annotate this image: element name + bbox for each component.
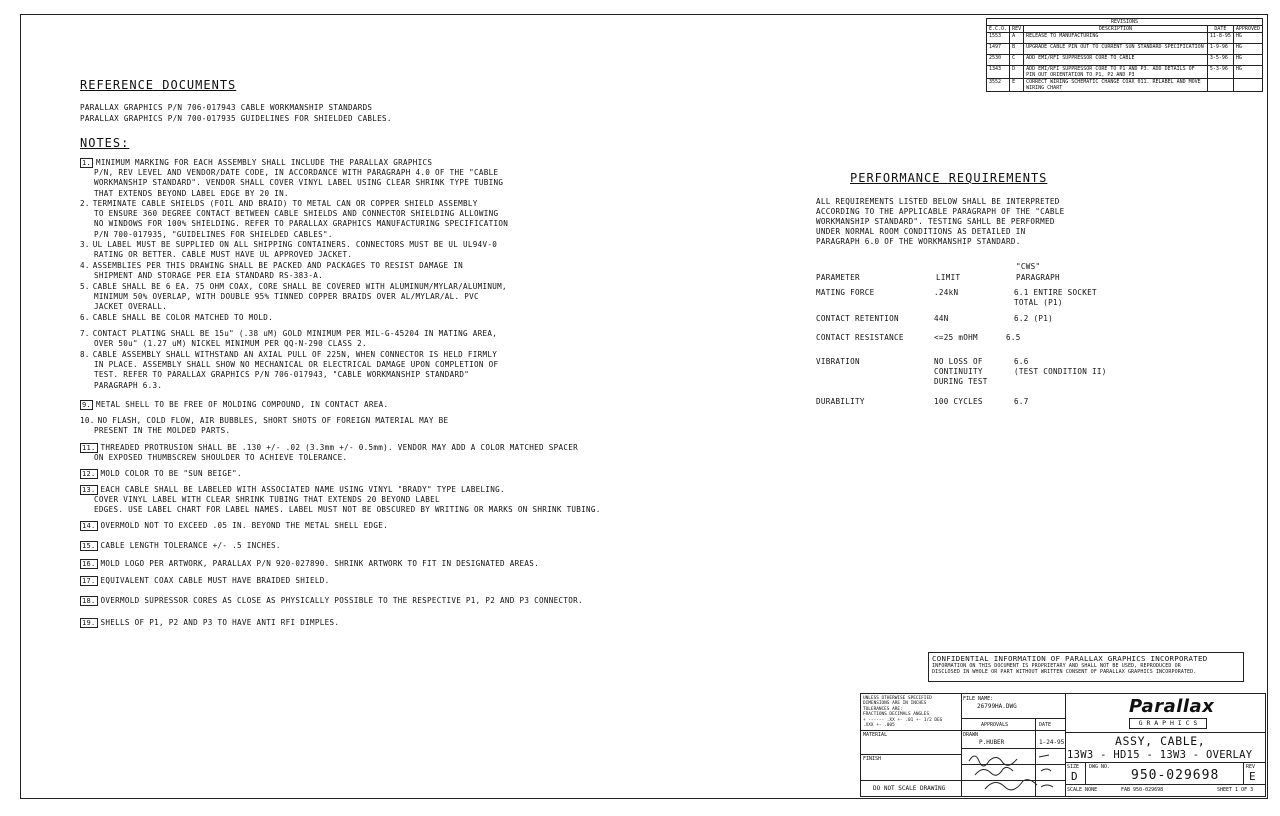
note-text: METAL SHELL TO BE FREE OF MOLDING COMPOUND, IN CONTACT AREA. (96, 400, 389, 409)
note-number: 2. (80, 199, 90, 208)
rev-label: REV (1246, 764, 1256, 770)
note-text: NO WINDOWS FOR 100% SHIELDING. REFER TO PARALLAX GRAPHICS MANUFACTURING SPECIFICATION (94, 219, 509, 229)
revision-date: 1-9-96 (1207, 44, 1233, 55)
note-line (80, 426, 448, 436)
note-line (80, 261, 463, 271)
note-item (80, 329, 497, 349)
sheet-label: SHEET 1 OF 3 (1217, 787, 1254, 793)
revision-rev: B (1010, 44, 1024, 55)
note-line (80, 158, 503, 168)
note-line (80, 350, 498, 360)
note-text: OVER 50u" (1.27 uM) NICKEL MINIMUM PER QQ-N-290 CLASS 2. (94, 339, 367, 349)
tolerance-line: UNLESS OTHERWISE SPECIFIED (863, 696, 932, 701)
notes-heading: NOTES: (80, 136, 130, 150)
note-item (80, 485, 601, 516)
note-text: COVER VINYL LABEL WITH CLEAR SHRINK TUBING THAT EXTENDS 20 BEYOND LABEL (94, 495, 440, 505)
file-name-label: FILE NAME: (963, 696, 994, 702)
note-line (80, 209, 508, 219)
row-paragraph: 6.5 (1006, 333, 1021, 342)
row-paragraph: 6.7 (1014, 397, 1029, 406)
note-line (80, 505, 601, 515)
revision-appr (1233, 79, 1262, 92)
note-line (80, 271, 463, 281)
note-item (80, 541, 281, 551)
drawing-title-line1: ASSY, CABLE, (1115, 734, 1206, 748)
size-label: SIZE (1067, 764, 1080, 770)
revisions-block (986, 18, 1263, 92)
note-item (80, 521, 388, 531)
note-line (80, 199, 508, 209)
note-line (80, 282, 507, 292)
note-line (80, 189, 503, 199)
tolerance-line: + ------ .XX +- .01 +- 1/2 DEG (863, 717, 943, 723)
note-line (80, 360, 498, 370)
note-text: SHIPMENT AND STORAGE PER EIA STANDARD RS-383-A. (94, 271, 323, 281)
note-text: EACH CABLE SHALL BE LABELED WITH ASSOCIATED NAME USING VINYL "BRADY" TYPE LABELING. (100, 485, 505, 494)
revision-row (987, 79, 1263, 92)
note-text: THREADED PROTRUSION SHALL BE .130 +/- .02 (3.3mm +/- 0.5mm). VENDOR MAY ADD A COLOR MATCHED SPACER (100, 443, 578, 452)
note-text: OVERMOLD SUPRESSOR CORES AS CLOSE AS PHYSICALLY POSSIBLE TO THE RESPECTIVE P1, P2 AND P3 CONNECTOR. (100, 596, 583, 605)
performance-heading: PERFORMANCE REQUIREMENTS (850, 171, 1048, 185)
row-parameter: MATING FORCE (816, 288, 875, 297)
note-number: 13. (82, 486, 96, 494)
note-line (80, 168, 503, 178)
note-line (80, 618, 339, 628)
revision-rev: E (1010, 79, 1024, 92)
finish-label: FINISH (863, 756, 882, 762)
note-item (80, 576, 330, 586)
revision-row (987, 55, 1263, 66)
note-line (80, 495, 601, 505)
note-number: 14. (82, 522, 96, 530)
revisions-table (986, 18, 1263, 92)
header-parameter: PARAMETER (816, 273, 860, 282)
tolerance-section (861, 694, 962, 796)
tolerance-line: DIMENSIONS ARE IN INCHES (863, 701, 927, 707)
header-limit: LIMIT (936, 273, 961, 282)
note-line (80, 178, 503, 188)
note-line (80, 240, 497, 250)
confidential-title: CONFIDENTIAL INFORMATION OF PARALLAX GRAPHICS INCORPORATED (932, 654, 1208, 663)
header-paragraph: PARAGRAPH (1016, 273, 1060, 282)
row-limit: DURING TEST (934, 377, 988, 386)
note-line (80, 416, 448, 426)
row-paragraph: 6.1 ENTIRE SOCKET (1014, 288, 1097, 297)
row-paragraph: TOTAL (P1) (1014, 298, 1063, 307)
do-not-scale: DO NOT SCALE DRAWING (873, 785, 946, 792)
drawn-name: P.HUBER (979, 739, 1005, 746)
row-parameter: CONTACT RETENTION (816, 314, 899, 323)
rev-value: E (1249, 770, 1256, 783)
note-text: RATING OR BETTER. CABLE MUST HAVE UL APPROVED JACKET. (94, 250, 353, 260)
revision-rev: A (1010, 33, 1024, 44)
note-line (80, 339, 497, 349)
note-text: SHELLS OF P1, P2 AND P3 TO HAVE ANTI RFI DIMPLES. (100, 618, 340, 627)
scale-label: SCALE NONE (1067, 787, 1098, 793)
revision-appr: HG (1233, 66, 1262, 79)
performance-intro-line: UNDER NORMAL ROOM CONDITIONS AS DETAILED IN (816, 227, 1026, 236)
revision-eco: 3552 (987, 79, 1010, 92)
drawn-label: DRAWN (963, 732, 979, 738)
confidential-line: INFORMATION ON THIS DOCUMENT IS PROPRIETARY AND SHALL NOT BE USED, REPRODUCED OR (932, 663, 1181, 669)
note-item (80, 240, 497, 260)
revision-appr: HG (1233, 44, 1262, 55)
revision-row (987, 44, 1263, 55)
note-text: ON EXPOSED THUMBSCREW SHOULDER TO ACHIEVE TOLERANCE. (94, 453, 348, 463)
row-limit: 100 CYCLES (934, 397, 983, 406)
material-label: MATERIAL (863, 732, 888, 738)
tolerance-line: TOLERANCES ARE: (863, 706, 903, 712)
parallax-logo: Parallax (1129, 696, 1215, 717)
row-paragraph: 6.6 (1014, 357, 1029, 366)
row-limit: 44N (934, 314, 949, 323)
note-line (80, 313, 273, 323)
performance-intro-line: PARAGRAPH 6.0 OF THE WORKMANSHIP STANDARD. (816, 237, 1021, 246)
date-label: DATE (1039, 722, 1052, 728)
performance-intro-line: ACCORDING TO THE APPLICABLE PARAGRAPH OF THE "CABLE (816, 207, 1065, 216)
note-text: THAT EXTENDS BEYOND LABEL EDGE BY 20 IN. (94, 188, 289, 198)
revisions-header: E.C.O. (987, 26, 1010, 33)
note-number: 9. (82, 401, 92, 409)
note-line (80, 559, 539, 569)
performance-intro-line: ALL REQUIREMENTS LISTED BELOW SHALL BE INTERPRETED (816, 197, 1060, 206)
note-text: IN PLACE. ASSEMBLY SHALL SHOW NO MECHANICAL OR ELECTRICAL DAMAGE UPON COMPLETION OF (94, 360, 499, 370)
note-number: 10. (80, 416, 95, 425)
revisions-header: APPROVED (1233, 26, 1262, 33)
note-number: 18. (82, 597, 96, 605)
note-text: MINIMUM 50% OVERLAP, WITH DOUBLE 95% TINNED COPPER BRAIDS OVER AL/MYLAR/AL. PVC (94, 292, 479, 302)
note-item (80, 313, 273, 323)
revision-eco: 1497 (987, 44, 1010, 55)
note-text: CABLE SHALL BE 6 EA. 75 OHM COAX, CORE SHALL BE COVERED WITH ALUMINUM/MYLAR/ALUMINUM, (92, 282, 507, 291)
cws-label: "CWS" (1016, 262, 1041, 271)
note-number: 12. (82, 470, 96, 478)
revision-date: 3-5-96 (1207, 55, 1233, 66)
note-number: 8. (80, 350, 90, 359)
note-number: 7. (80, 329, 90, 338)
note-line (80, 329, 497, 339)
note-line (80, 381, 498, 391)
dwg-no: 950-029698 (1131, 768, 1220, 783)
note-item (80, 618, 339, 628)
approvals-section (961, 694, 1066, 796)
title-block (860, 693, 1266, 797)
note-number: 6. (80, 313, 90, 322)
note-number: 1. (82, 159, 92, 167)
note-line (80, 250, 497, 260)
revision-appr: HG (1233, 55, 1262, 66)
note-item (80, 443, 578, 463)
revisions-header: DESCRIPTION (1024, 26, 1208, 33)
revision-date (1207, 79, 1233, 92)
tolerance-line: FRACTIONS DECIMALS ANGLES (863, 712, 930, 718)
note-number: 16. (82, 560, 96, 568)
note-line (80, 576, 330, 586)
note-item (80, 158, 503, 199)
note-line (80, 370, 498, 380)
revision-rev: C (1010, 55, 1024, 66)
drawing-title-line2: 13W3 - HD15 - 13W3 - OVERLAY (1067, 749, 1253, 761)
note-line (80, 521, 388, 531)
note-text: PARAGRAPH 6.3. (94, 380, 163, 390)
revision-eco: 1553 (987, 33, 1010, 44)
note-line (80, 596, 583, 606)
revision-desc: ADD EMI/RFI SUPPRESSOR CORE TO P1 AND P3. ADD DETAILS OF PIN OUT ORIENTATION TO P1, P2 AND P3 (1024, 66, 1208, 79)
note-text: CABLE SHALL BE COLOR MATCHED TO MOLD. (92, 313, 274, 322)
note-text: CONTACT PLATING SHALL BE 15u" (.38 uM) GOLD MINIMUM PER MIL-G-45204 IN MATING AREA, (92, 329, 498, 338)
note-text: EDGES. USE LABEL CHART FOR LABEL NAMES. LABEL MUST NOT BE OBSCURED BY WRITING OR MARKS ON SHRINK TUBING. (94, 505, 601, 515)
note-line (80, 453, 578, 463)
note-text: JACKET OVERALL. (94, 302, 168, 312)
revision-appr: HG (1233, 33, 1262, 44)
note-text: PRESENT IN THE MOLDED PARTS. (94, 426, 231, 436)
note-item (80, 596, 583, 606)
note-line (80, 230, 508, 240)
revision-desc: ADD EMI/RFI SUPPRESSOR CORE TO CABLE (1024, 55, 1208, 66)
note-line (80, 219, 508, 229)
row-paragraph: 6.2 (P1) (1014, 314, 1053, 323)
approval-signatures (965, 749, 1061, 795)
confidential-box (928, 652, 1244, 682)
revisions-title: REVISIONS (987, 19, 1263, 26)
reference-line: PARALLAX GRAPHICS P/N 700-017935 GUIDELINES FOR SHIELDED CABLES. (80, 114, 392, 123)
note-text: EQUIVALENT COAX CABLE MUST HAVE BRAIDED SHIELD. (100, 576, 330, 585)
note-item (80, 282, 507, 313)
revision-desc: UPGRADE CABLE PIN OUT TO CURRENT SUN STANDARD SPECIFICATION (1024, 44, 1208, 55)
note-number: 5. (80, 282, 90, 291)
row-parameter: CONTACT RESISTANCE (816, 333, 904, 342)
note-line (80, 485, 601, 495)
note-item (80, 416, 448, 436)
file-name: 26799HA.DWG (977, 703, 1017, 710)
tolerance-line: .XXX +- .005 (863, 723, 895, 729)
note-text: CABLE LENGTH TOLERANCE +/- .5 INCHES. (100, 541, 281, 550)
approvals-label: APPROVALS (981, 722, 1009, 728)
title-section (1065, 694, 1265, 796)
note-line (80, 443, 578, 453)
note-text: CABLE ASSEMBLY SHALL WITHSTAND AN AXIAL PULL OF 225N, WHEN CONNECTOR IS HELD FIRMLY (92, 350, 498, 359)
note-number: 4. (80, 261, 90, 270)
revision-row (987, 66, 1263, 79)
note-line (80, 400, 388, 410)
note-number: 19. (82, 619, 96, 627)
row-limit: .24kN (934, 288, 959, 297)
note-number: 17. (82, 577, 96, 585)
revisions-header: REV (1010, 26, 1024, 33)
note-text: WORKMANSHIP STANDARD". VENDOR SHALL COVER VINYL LABEL USING CLEAR SHRINK TYPE TUBING (94, 178, 504, 188)
note-text: P/N, REV LEVEL AND VENDOR/DATE CODE, IN ACCORDANCE WITH PARAGRAPH 4.0 OF THE "CABLE (94, 168, 499, 178)
fab-label: FAB 950-029698 (1121, 787, 1164, 793)
reference-line: PARALLAX GRAPHICS P/N 706-017943 CABLE WORKMANSHIP STANDARDS (80, 103, 373, 112)
revision-eco: 2530 (987, 55, 1010, 66)
revision-desc: RELEASE TO MANUFACTURING (1024, 33, 1208, 44)
revision-rev: D (1010, 66, 1024, 79)
note-text: OVERMOLD NOT TO EXCEED .05 IN. BEYOND THE METAL SHELL EDGE. (100, 521, 388, 530)
note-number: 11. (82, 444, 96, 452)
reference-heading: REFERENCE DOCUMENTS (80, 78, 237, 92)
revision-date: 11-8-95 (1207, 33, 1233, 44)
note-text: NO FLASH, COLD FLOW, AIR BUBBLES, SHORT SHOTS OF FOREIGN MATERIAL MAY BE (97, 416, 449, 425)
logo-area (1065, 694, 1265, 733)
note-item (80, 400, 388, 410)
note-number: 15. (82, 542, 96, 550)
revision-date: 5-3-96 (1207, 66, 1233, 79)
size-value: D (1071, 770, 1078, 783)
dwg-no-label: DWG NO. (1089, 764, 1111, 770)
note-text: MOLD COLOR TO BE "SUN BEIGE". (100, 469, 242, 478)
confidential-line: DISCLOSED IN WHOLE OR PART WITHOUT WRITTEN CONSENT OF PARALLAX GRAPHICS INCORPORATED. (932, 669, 1197, 675)
note-text: P/N 700-017935, "GUIDELINES FOR SHIELDED CABLES". (94, 229, 333, 239)
note-line (80, 541, 281, 551)
note-text: TO ENSURE 360 DEGREE CONTACT BETWEEN CABLE SHIELDS AND CONNECTOR SHIELDING ALLOWING (94, 209, 499, 219)
note-text: MOLD LOGO PER ARTWORK, PARALLAX P/N 920-027890. SHRINK ARTWORK TO FIT IN DESIGNATED AREAS. (100, 559, 540, 568)
note-text: ASSEMBLIES PER THIS DRAWING SHALL BE PACKED AND PACKAGES TO RESIST DAMAGE IN (92, 261, 464, 270)
note-line (80, 292, 507, 302)
note-item (80, 261, 463, 281)
revision-desc: CORRECT WIRING SCHEMATIC CHANGE COAX 011. RELABEL AND MOVE WIRING CHART (1024, 79, 1208, 92)
note-text: UL LABEL MUST BE SUPPLIED ON ALL SHIPPING CONTAINERS. CONNECTORS MUST BE UL UL94V-0 (92, 240, 498, 249)
note-line (80, 469, 242, 479)
row-limit: <=25 mOHM (934, 333, 978, 342)
row-parameter: DURABILITY (816, 397, 865, 406)
graphics-logo: G R A P H I C S (1129, 718, 1207, 729)
note-item (80, 469, 242, 479)
note-number: 3. (80, 240, 90, 249)
row-limit: CONTINUITY (934, 367, 983, 376)
note-item (80, 199, 508, 240)
note-line (80, 302, 507, 312)
note-item (80, 350, 498, 391)
note-item (80, 559, 539, 569)
row-paragraph: (TEST CONDITION II) (1014, 367, 1107, 376)
note-text: TERMINATE CABLE SHIELDS (FOIL AND BRAID) TO METAL CAN OR COPPER SHIELD ASSEMBLY (92, 199, 478, 208)
note-text: TEST. REFER TO PARALLAX GRAPHICS P/N 706-017943, "CABLE WORKMANSHIP STANDARD" (94, 370, 470, 380)
row-parameter: VIBRATION (816, 357, 860, 366)
revision-eco: 1343 (987, 66, 1010, 79)
revision-row (987, 33, 1263, 44)
revisions-header: DATE (1207, 26, 1233, 33)
performance-intro-line: WORKMANSHIP STANDARD". TESTING SAHLL BE PERFORMED (816, 217, 1055, 226)
drawn-date: 1-24-95 (1039, 739, 1065, 746)
note-text: MINIMUM MARKING FOR EACH ASSEMBLY SHALL INCLUDE THE PARALLAX GRAPHICS (96, 158, 433, 167)
row-limit: NO LOSS OF (934, 357, 983, 366)
